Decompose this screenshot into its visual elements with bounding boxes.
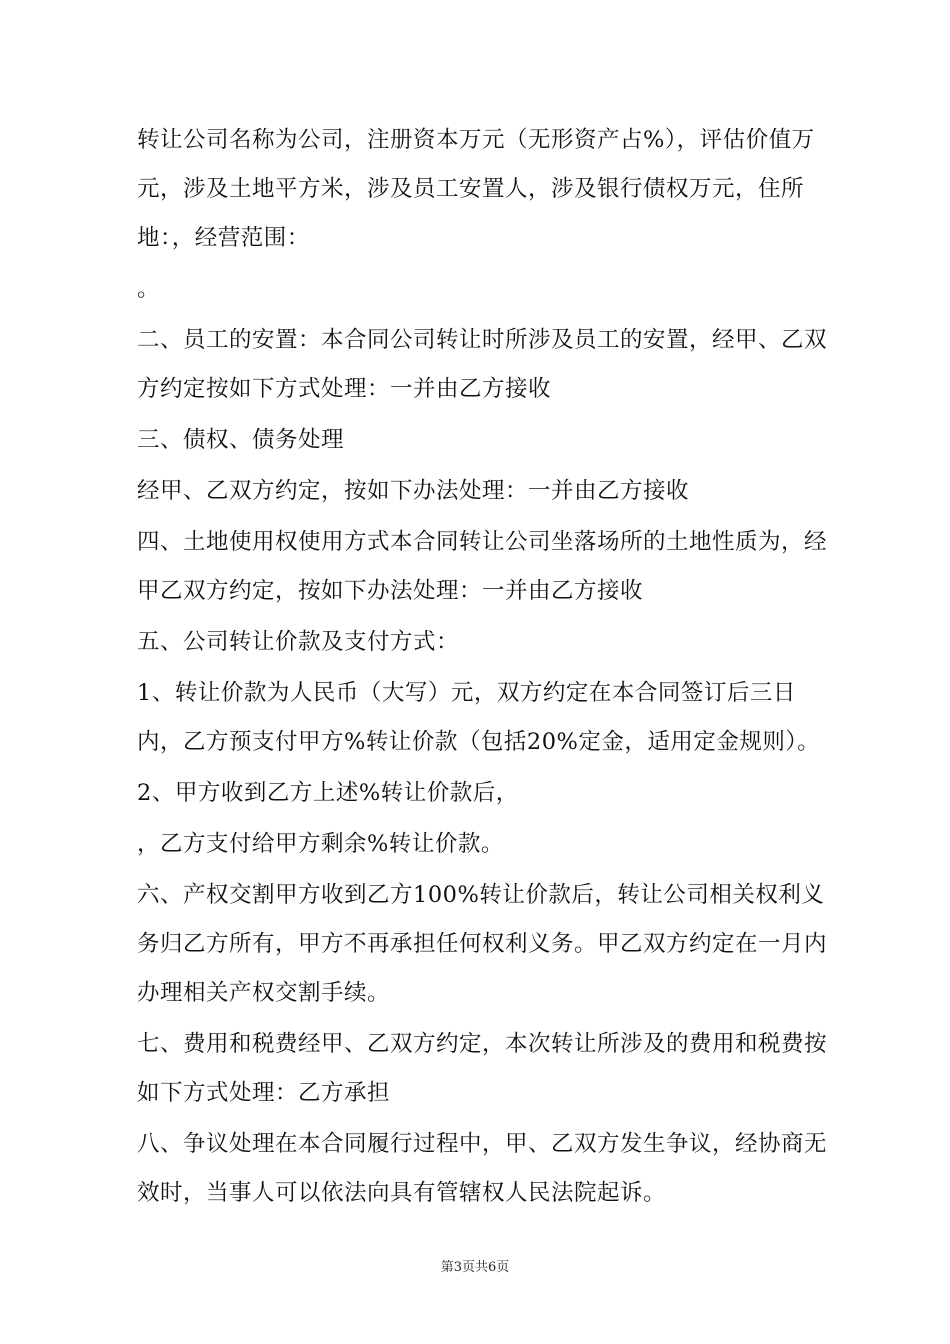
paragraph-payment-heading: 五、公司转让价款及支付方式：	[137, 629, 460, 655]
page-number-footer: 第3页共6页	[440, 1260, 510, 1275]
paragraph-dispute: 八、争议处理在本合同履行过程中，甲、乙双方发生争议，经协商无效时，当事人可以依法向具有管辖权人民法院起诉。	[137, 1131, 828, 1206]
paragraph-fees-taxes: 七、费用和税费经甲、乙双方约定，本次转让所涉及的费用和税费按如下方式处理：乙方承担	[137, 1031, 828, 1106]
paragraph-company-info: 转让公司名称为公司，注册资本万元（无形资产占%），评估价值万元，涉及土地平方米，涉及员工安置人，涉及银行债权万元，住所地：，经营范围：	[137, 127, 815, 251]
paragraph-period: 。	[137, 276, 161, 302]
paragraph-payment-2: 2、甲方收到乙方上述%转让价款后，	[137, 780, 519, 806]
document-body	[137, 116, 827, 1218]
paragraph-payment-remaining: ，乙方支付给甲方剩余%转让价款。	[137, 831, 504, 857]
paragraph-employee-placement: 二、员工的安置：本合同公司转让时所涉及员工的安置，经甲、乙双方约定按如下方式处理：一并由乙方接收	[137, 327, 828, 402]
paragraph-debt-handling: 经甲、乙双方约定，按如下办法处理：一并由乙方接收	[137, 478, 690, 504]
paragraph-land-use: 四、土地使用权使用方式本合同转让公司坐落场所的土地性质为，经甲乙双方约定，按如下办法处理：一并由乙方接收	[137, 529, 828, 604]
paragraph-property-transfer: 六、产权交割甲方收到乙方100%转让价款后，转让公司相关权利义务归乙方所有，甲方不再承担任何权利义务。甲乙双方约定在一月内办理相关产权交割手续。	[137, 882, 828, 1006]
paragraph-payment-1: 1、转让价款为人民币（大写）元，双方约定在本合同签订后三日内，乙方预支付甲方%转让价款（包括20%定金，适用定金规则）。	[137, 680, 821, 755]
paragraph-debt-heading: 三、债权、债务处理	[137, 427, 345, 453]
